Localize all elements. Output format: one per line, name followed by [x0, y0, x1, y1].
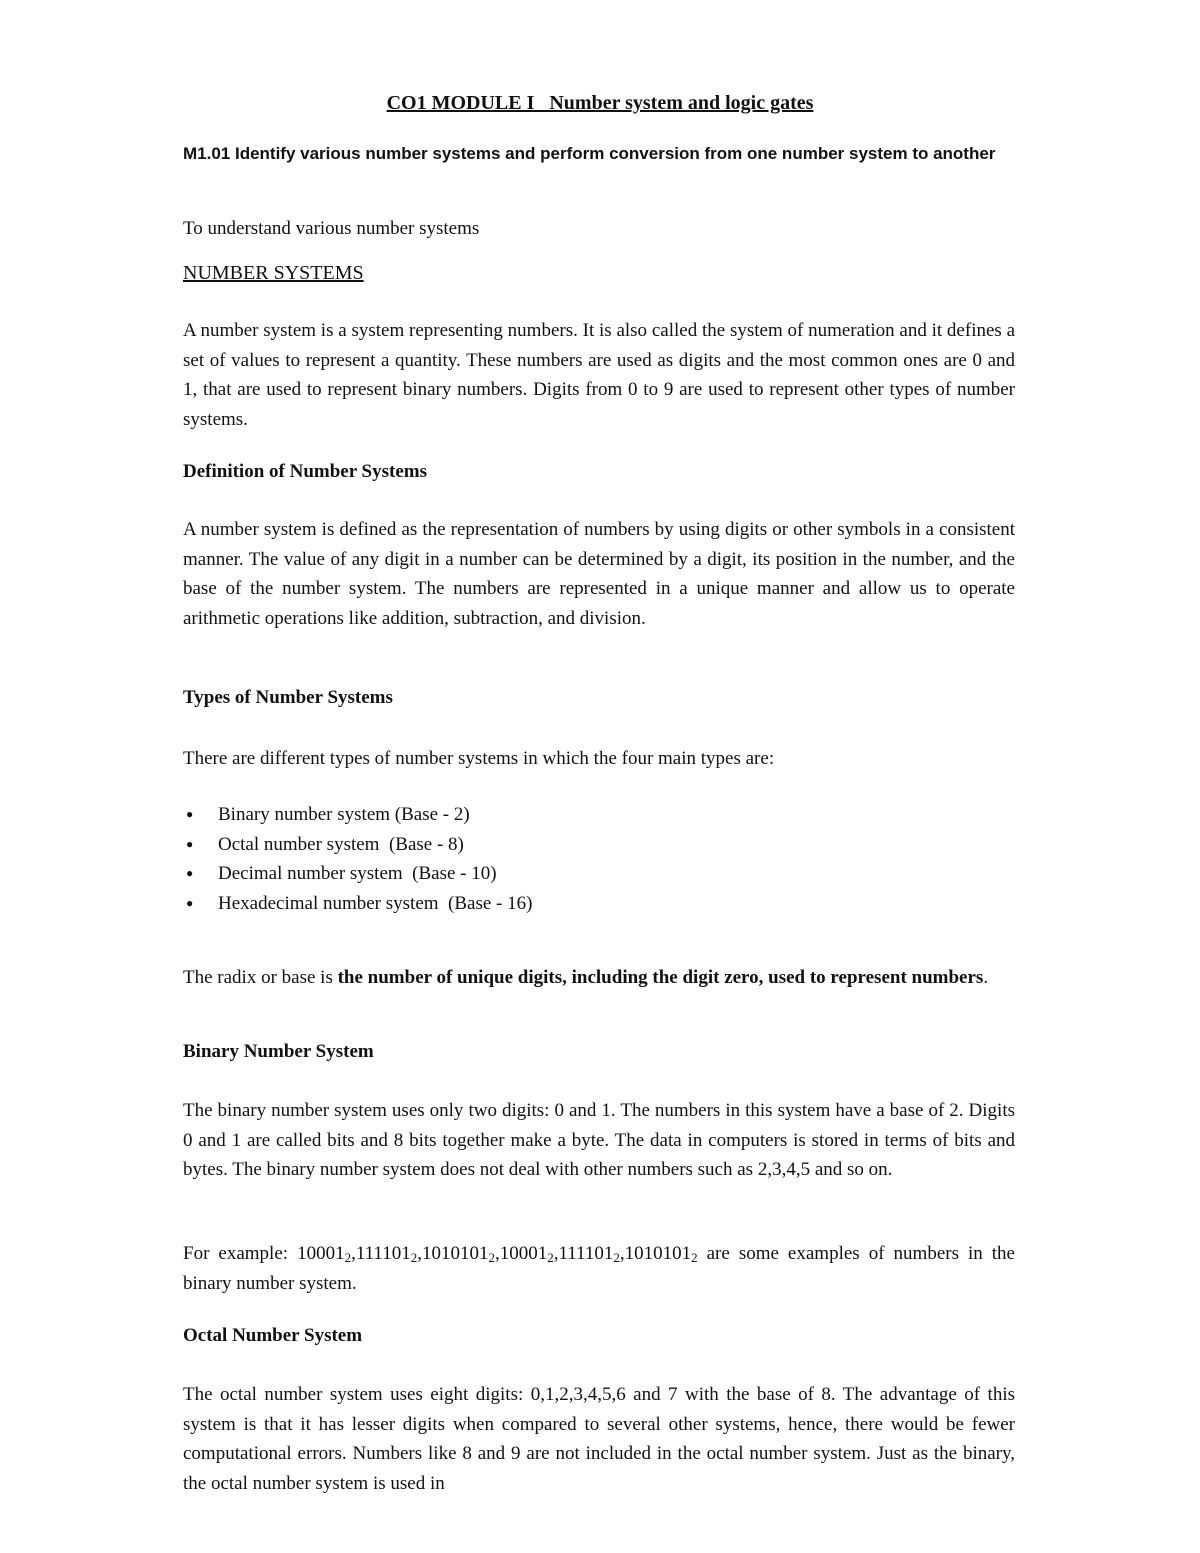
list-item: ● Octal number system (Base - 8) [183, 830, 983, 860]
binary-example-number: 111101 [355, 1243, 411, 1264]
learning-outcome: M1.01 Identify various number systems and perform conversion from one number system to another [183, 144, 996, 163]
list-item: ● Decimal number system (Base - 10) [183, 859, 983, 889]
bullet-icon: ● [186, 807, 194, 821]
definition-heading: Definition of Number Systems [183, 461, 428, 482]
binary-example-base: 2 [547, 1250, 554, 1265]
radix-bold: the number of unique digits, including the digit zero, used to represent numbers [337, 967, 984, 988]
radix-prefix: The radix or base is [183, 967, 338, 988]
example-suffix: are some examples of numbers in the binary number system. [183, 1243, 1020, 1294]
radix-suffix: . [983, 967, 989, 988]
binary-example-number: 10001 [297, 1243, 345, 1264]
objective-text: To understand various number systems [183, 218, 480, 239]
binary-example-number: 111101 [558, 1243, 614, 1264]
binary-example-base: 2 [488, 1250, 495, 1265]
binary-example-base: 2 [613, 1250, 620, 1265]
octal-paragraph: The octal number system uses eight digits: 0,1,2,3,4,5,6 and 7 with the base of 8. The advantage of this system is that it has lesser digits when compared to several other systems, hence, there would be fewer computational errors. Numbers like 8 and 9 are not included in the octal number system. Just as the binary, the octal number system is used in [183, 1384, 1015, 1494]
example-prefix: For example: [183, 1243, 298, 1264]
definition-paragraph: A number system is defined as the representation of numbers by using digits or other symbols in a consistent manner. The value of any digit in a number can be determined by a digit, its position in the number, and the base of the number system. The numbers are represented in a unique manner and allow us to operate arithmetic operations like addition, subtraction, and division. [183, 519, 1015, 629]
binary-example-number: 10001 [499, 1243, 548, 1264]
bullet-icon: ● [186, 836, 194, 851]
types-intro: There are different types of number systems in which the four main types are: [183, 748, 775, 769]
binary-heading: Binary Number System [183, 1041, 374, 1062]
radix-paragraph [183, 963, 1015, 993]
types-heading: Types of Number Systems [183, 687, 393, 708]
binary-example-base: 2 [691, 1250, 698, 1265]
intro-paragraph: A number system is a system representing numbers. It is also called the system of numeration and it defines a set of values to represent a quantity. These numbers are used as digits and the most common ones are 0 and 1, that are used to represent binary numbers. Digits from 0 to 9 are used to represent other types of number systems. [183, 320, 1015, 430]
example-numbers: $10001_2,111101_2,1010101_2,10001_2,111101_2,1010101_2$ [297, 1243, 698, 1265]
bullet-icon: ● [186, 895, 194, 910]
types-list [183, 800, 983, 918]
binary-example-base: 2 [410, 1250, 418, 1265]
bullet-icon: ● [186, 866, 194, 880]
binary-example-number: 1010101 [624, 1243, 692, 1264]
list-item: ● Hexadecimal number system (Base - 16) [183, 889, 983, 919]
binary-example-number: 1010101 [421, 1243, 489, 1264]
section-heading: NUMBER SYSTEMS [183, 262, 364, 284]
binary-example-paragraph [183, 1239, 1020, 1298]
list-item: ● Binary number system (Base - 2) [183, 800, 983, 830]
binary-example-base: 2 [344, 1250, 352, 1265]
binary-paragraph: The binary number system uses only two digits: 0 and 1. The numbers in this system have a base of 2. Digits 0 and 1 are called bits and 8 bits together make a byte. The data in computers is stored in terms of bits and bytes. The binary number system does not deal with other numbers such as 2,3,4,5 and so on. [183, 1100, 1015, 1180]
page-title: CO1 MODULE I Number system and logic gates [386, 92, 814, 114]
octal-heading: Octal Number System [183, 1325, 363, 1346]
